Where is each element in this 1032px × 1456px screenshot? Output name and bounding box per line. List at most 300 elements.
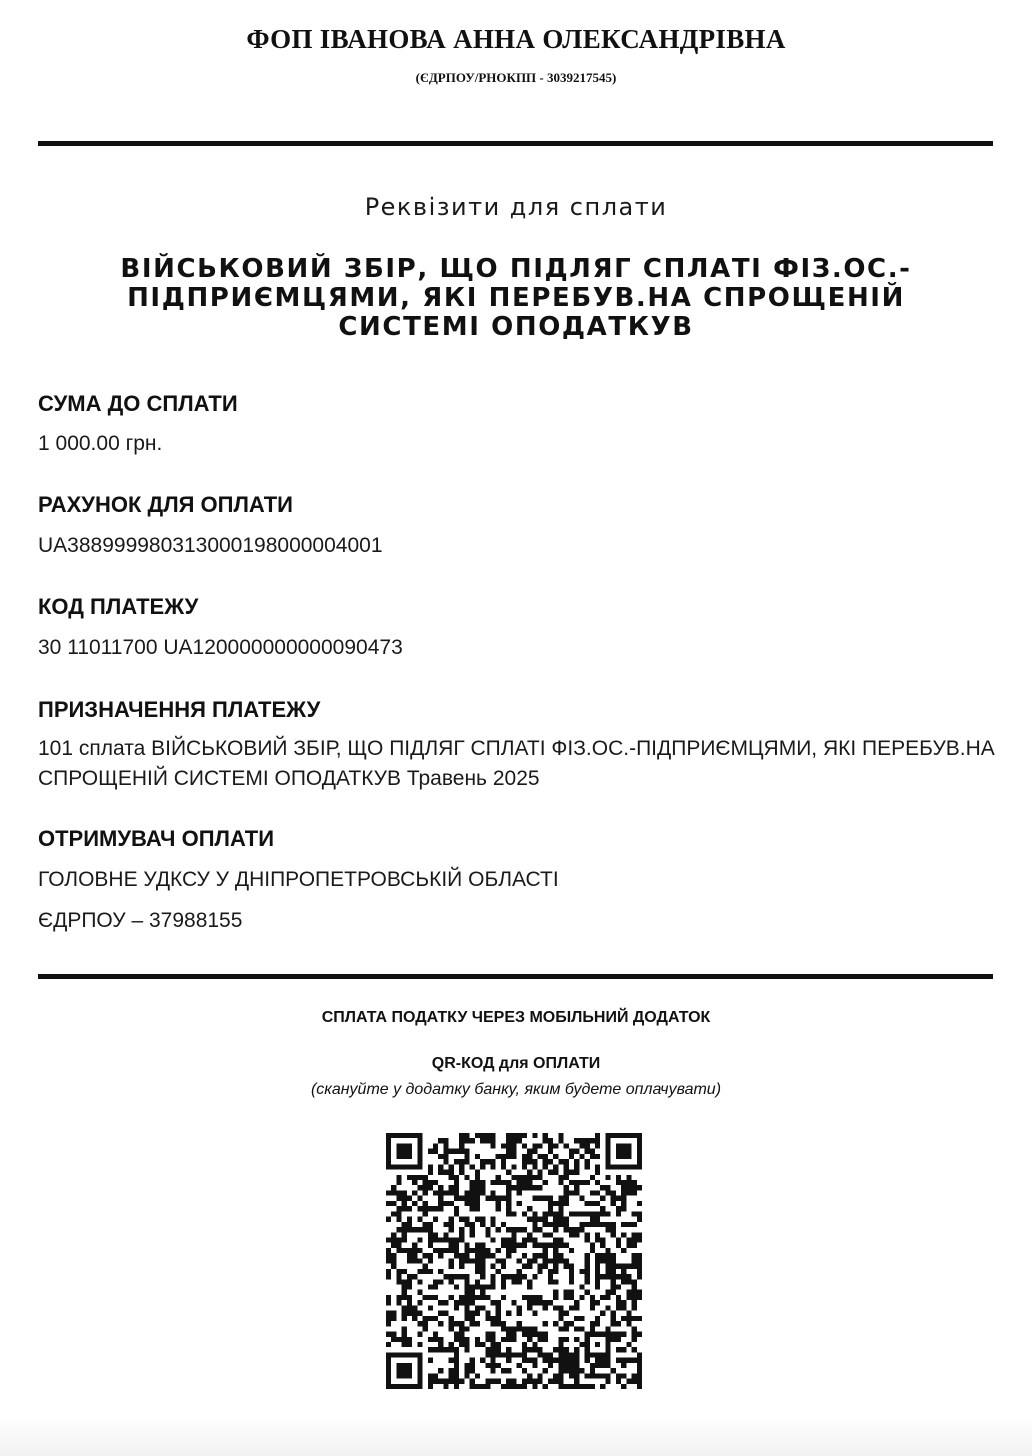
qr-module [595, 1373, 600, 1378]
qr-module [433, 1248, 438, 1253]
qr-module [532, 1342, 537, 1347]
qr-module [496, 1342, 501, 1347]
qr-module [464, 1316, 469, 1321]
qr-module [417, 1368, 422, 1373]
qr-module [506, 1332, 511, 1337]
qr-module [506, 1170, 511, 1175]
qr-module [616, 1274, 621, 1279]
qr-module [501, 1352, 506, 1357]
qr-module [564, 1337, 569, 1342]
qr-module [386, 1143, 391, 1148]
qr-module [590, 1217, 595, 1222]
qr-module [417, 1206, 422, 1211]
qr-module [548, 1279, 553, 1284]
qr-module [616, 1347, 621, 1352]
qr-module [637, 1159, 642, 1164]
qr-module [402, 1342, 407, 1347]
qr-module [423, 1190, 428, 1195]
qr-module [595, 1143, 600, 1148]
qr-module [558, 1196, 563, 1201]
qr-module [553, 1321, 558, 1326]
qr-module [564, 1347, 569, 1352]
qr-module [611, 1227, 616, 1232]
qr-module [637, 1363, 642, 1368]
qr-module [454, 1300, 459, 1305]
qr-module [632, 1295, 637, 1300]
qr-module [412, 1133, 417, 1138]
qr-module [579, 1285, 584, 1290]
qr-module [532, 1332, 537, 1337]
qr-module [459, 1321, 464, 1326]
qr-module [527, 1332, 532, 1337]
qr-module [600, 1311, 605, 1316]
qr-module [569, 1149, 574, 1154]
qr-module [605, 1190, 610, 1195]
qr-module [621, 1143, 626, 1148]
qr-module [490, 1379, 495, 1384]
qr-module [407, 1373, 412, 1378]
qr-module [490, 1285, 495, 1290]
qr-module [412, 1258, 417, 1263]
qr-module [548, 1269, 553, 1274]
qr-module [386, 1332, 391, 1337]
qr-module [391, 1264, 396, 1269]
qr-module [548, 1159, 553, 1164]
qr-module [511, 1337, 516, 1342]
qr-module [517, 1180, 522, 1185]
qr-module [402, 1285, 407, 1290]
qr-module [574, 1185, 579, 1190]
qr-module [417, 1384, 422, 1389]
qr-module [616, 1243, 621, 1248]
qr-module [391, 1185, 396, 1190]
qr-module [626, 1342, 631, 1347]
qr-module [600, 1358, 605, 1363]
qr-module [454, 1206, 459, 1211]
qr-module [585, 1347, 590, 1352]
qr-module [637, 1274, 642, 1279]
qr-module [470, 1358, 475, 1363]
qr-module [501, 1264, 506, 1269]
qr-module [459, 1332, 464, 1337]
qr-module [616, 1196, 621, 1201]
qr-module [527, 1279, 532, 1284]
qr-module [449, 1190, 454, 1195]
qr-module [527, 1154, 532, 1159]
qr-module [470, 1311, 475, 1316]
qr-module [428, 1379, 433, 1384]
qr-module [443, 1138, 448, 1143]
qr-module [611, 1258, 616, 1263]
qr-module [626, 1185, 631, 1190]
qr-module [637, 1143, 642, 1148]
qr-module [532, 1222, 537, 1227]
qr-module [407, 1384, 412, 1389]
qr-module [522, 1264, 527, 1269]
qr-module [527, 1159, 532, 1164]
qr-module [522, 1237, 527, 1242]
qr-module [501, 1285, 506, 1290]
qr-module [428, 1170, 433, 1175]
qr-module [621, 1164, 626, 1169]
qr-module [438, 1342, 443, 1347]
qr-module [569, 1180, 574, 1185]
qr-module [407, 1222, 412, 1227]
qr-module [637, 1164, 642, 1169]
qr-module [449, 1217, 454, 1222]
qr-module [595, 1279, 600, 1284]
qr-module [396, 1227, 401, 1232]
qr-module [407, 1279, 412, 1284]
qr-module [438, 1337, 443, 1342]
qr-module [569, 1269, 574, 1274]
qr-module [423, 1185, 428, 1190]
qr-module [386, 1342, 391, 1347]
qr-module [600, 1222, 605, 1227]
qr-module [522, 1211, 527, 1216]
qr-module [407, 1258, 412, 1263]
qr-module [574, 1316, 579, 1321]
qr-module [464, 1279, 469, 1284]
qr-module [396, 1206, 401, 1211]
qr-module [417, 1149, 422, 1154]
qr-module [386, 1269, 391, 1274]
qr-module [490, 1274, 495, 1279]
qr-module [522, 1352, 527, 1357]
qr-module [402, 1269, 407, 1274]
qr-module [386, 1384, 391, 1389]
qr-module [433, 1190, 438, 1195]
qr-module [600, 1196, 605, 1201]
qr-module [412, 1311, 417, 1316]
qr-module [475, 1201, 480, 1206]
qr-module [443, 1347, 448, 1352]
qr-module [517, 1243, 522, 1248]
qr-module [543, 1305, 548, 1310]
qr-module [480, 1243, 485, 1248]
qr-module [449, 1347, 454, 1352]
qr-module [459, 1196, 464, 1201]
qr-module [595, 1363, 600, 1368]
qr-module [506, 1185, 511, 1190]
qr-module [511, 1237, 516, 1242]
qr-module [464, 1159, 469, 1164]
qr-module [506, 1143, 511, 1148]
qr-module [632, 1180, 637, 1185]
qr-module [464, 1368, 469, 1373]
qr-module [569, 1363, 574, 1368]
qr-module [443, 1274, 448, 1279]
qr-module [433, 1295, 438, 1300]
qr-module [532, 1149, 537, 1154]
qr-module [480, 1185, 485, 1190]
qr-module [386, 1274, 391, 1279]
qr-module [391, 1332, 396, 1337]
qr-module [396, 1300, 401, 1305]
qr-module [496, 1311, 501, 1316]
qr-module [454, 1305, 459, 1310]
qr-module [402, 1143, 407, 1148]
qr-module [621, 1305, 626, 1310]
qr-module [506, 1337, 511, 1342]
qr-module [522, 1295, 527, 1300]
qr-module [391, 1258, 396, 1263]
qr-module [585, 1373, 590, 1378]
qr-module [438, 1154, 443, 1159]
qr-module [449, 1258, 454, 1263]
qr-module [490, 1337, 495, 1342]
qr-module [564, 1352, 569, 1357]
qr-module [443, 1300, 448, 1305]
qr-module [480, 1133, 485, 1138]
qr-module [511, 1243, 516, 1248]
qr-module [637, 1237, 642, 1242]
qr-module [501, 1279, 506, 1284]
qr-module [595, 1274, 600, 1279]
qr-module [485, 1316, 490, 1321]
qr-module [558, 1211, 563, 1216]
qr-module [391, 1211, 396, 1216]
qr-module [475, 1337, 480, 1342]
qr-module [443, 1149, 448, 1154]
qr-module [496, 1154, 501, 1159]
qr-module [417, 1358, 422, 1363]
qr-module [574, 1180, 579, 1185]
qr-module [543, 1159, 548, 1164]
qr-module [621, 1222, 626, 1227]
qr-module [386, 1159, 391, 1164]
qr-module [632, 1285, 637, 1290]
qr-module [454, 1352, 459, 1357]
qr-module [553, 1143, 558, 1148]
qr-module [569, 1384, 574, 1389]
qr-module [527, 1285, 532, 1290]
qr-module [485, 1352, 490, 1357]
purpose-label: ПРИЗНАЧЕННЯ ПЛАТЕЖУ [38, 697, 321, 722]
qr-module [632, 1379, 637, 1384]
qr-module [538, 1154, 543, 1159]
qr-module [548, 1211, 553, 1216]
qr-module [579, 1384, 584, 1389]
qr-module [470, 1379, 475, 1384]
qr-module [558, 1342, 563, 1347]
qr-module [485, 1311, 490, 1316]
qr-module [459, 1143, 464, 1148]
qr-module [585, 1384, 590, 1389]
qr-module [585, 1264, 590, 1269]
qr-module [527, 1373, 532, 1378]
qr-module [501, 1180, 506, 1185]
qr-module [391, 1352, 396, 1357]
qr-module [459, 1300, 464, 1305]
qr-module [616, 1337, 621, 1342]
qr-module [553, 1358, 558, 1363]
qr-module [574, 1326, 579, 1331]
qr-module [391, 1190, 396, 1195]
qr-module [464, 1300, 469, 1305]
qr-module [485, 1196, 490, 1201]
qr-module [386, 1368, 391, 1373]
qr-module [532, 1217, 537, 1222]
qr-module [621, 1274, 626, 1279]
qr-module [527, 1305, 532, 1310]
qr-module [626, 1164, 631, 1169]
qr-module [569, 1290, 574, 1295]
qr-module [543, 1222, 548, 1227]
qr-module [626, 1290, 631, 1295]
qr-module [538, 1332, 543, 1337]
qr-module [412, 1248, 417, 1253]
qr-module [590, 1295, 595, 1300]
qr-module [553, 1170, 558, 1175]
qr-module [464, 1175, 469, 1180]
qr-module [616, 1295, 621, 1300]
qr-module [569, 1190, 574, 1195]
qr-module [543, 1321, 548, 1326]
qr-module [423, 1211, 428, 1216]
qr-module [511, 1143, 516, 1148]
qr-module [402, 1311, 407, 1316]
qr-module [621, 1248, 626, 1253]
qr-module [637, 1138, 642, 1143]
qr-module [548, 1352, 553, 1357]
qr-module [527, 1347, 532, 1352]
qr-module [621, 1180, 626, 1185]
qr-module [590, 1305, 595, 1310]
qr-module [464, 1337, 469, 1342]
qr-module [595, 1300, 600, 1305]
qr-module [517, 1305, 522, 1310]
qr-module [475, 1196, 480, 1201]
qr-module [626, 1274, 631, 1279]
qr-module [532, 1300, 537, 1305]
qr-module [564, 1290, 569, 1295]
qr-module [402, 1290, 407, 1295]
qr-module [590, 1352, 595, 1357]
qr-module [490, 1332, 495, 1337]
qr-module [438, 1248, 443, 1253]
qr-module [428, 1384, 433, 1389]
qr-module [511, 1149, 516, 1154]
qr-module [433, 1180, 438, 1185]
qr-module [543, 1253, 548, 1258]
qr-module [527, 1295, 532, 1300]
qr-module [470, 1368, 475, 1373]
qr-module [590, 1222, 595, 1227]
recipient-name: ГОЛОВНЕ УДКСУ У ДНІПРОПЕТРОВСЬКІЙ ОБЛАСТІ [38, 868, 559, 891]
qr-module [480, 1248, 485, 1253]
qr-module [501, 1295, 506, 1300]
qr-module [574, 1190, 579, 1195]
qr-module [396, 1154, 401, 1159]
qr-module [605, 1373, 610, 1378]
qr-module [386, 1201, 391, 1206]
qr-module [538, 1196, 543, 1201]
document-title: Реквізити для сплати [364, 193, 668, 221]
qr-module [475, 1279, 480, 1284]
qr-module [391, 1243, 396, 1248]
qr-module [475, 1248, 480, 1253]
qr-module [459, 1342, 464, 1347]
qr-module [632, 1264, 637, 1269]
qr-module [449, 1164, 454, 1169]
qr-module [454, 1253, 459, 1258]
qr-module [423, 1269, 428, 1274]
qr-module [632, 1185, 637, 1190]
qr-module [428, 1337, 433, 1342]
qr-module [464, 1311, 469, 1316]
qr-module [590, 1138, 595, 1143]
qr-module [412, 1180, 417, 1185]
qr-module [417, 1185, 422, 1190]
qr-module [564, 1185, 569, 1190]
qr-module [501, 1222, 506, 1227]
qr-module [585, 1143, 590, 1148]
qr-module [590, 1201, 595, 1206]
qr-module [475, 1295, 480, 1300]
qr-module [564, 1190, 569, 1195]
qr-module [454, 1180, 459, 1185]
qr-module [538, 1253, 543, 1258]
qr-module [428, 1149, 433, 1154]
qr-module [532, 1295, 537, 1300]
qr-module [464, 1363, 469, 1368]
qr-module [548, 1363, 553, 1368]
qr-module [532, 1133, 537, 1138]
qr-module [574, 1232, 579, 1237]
qr-module [585, 1211, 590, 1216]
qr-module [564, 1264, 569, 1269]
qr-module [464, 1253, 469, 1258]
qr-module [501, 1321, 506, 1326]
qr-module [600, 1243, 605, 1248]
qr-module [407, 1133, 412, 1138]
qr-module [532, 1347, 537, 1352]
qr-module [538, 1243, 543, 1248]
qr-module [475, 1243, 480, 1248]
qr-module [433, 1206, 438, 1211]
qr-module [506, 1227, 511, 1232]
qr-module [595, 1358, 600, 1363]
qr-module [417, 1300, 422, 1305]
qr-module [585, 1342, 590, 1347]
qr-module [569, 1279, 574, 1284]
qr-module [611, 1285, 616, 1290]
qr-module [464, 1373, 469, 1378]
qr-module [386, 1321, 391, 1326]
qr-module [402, 1363, 407, 1368]
qr-module [626, 1149, 631, 1154]
qr-module [564, 1222, 569, 1227]
qr-module [600, 1332, 605, 1337]
qr-module [402, 1237, 407, 1242]
qr-module [637, 1290, 642, 1295]
qr-module [485, 1337, 490, 1342]
qr-module [637, 1253, 642, 1258]
qr-module [616, 1321, 621, 1326]
qr-module [470, 1206, 475, 1211]
qr-module [532, 1237, 537, 1242]
qr-module [485, 1159, 490, 1164]
qr-module [626, 1133, 631, 1138]
qr-module [605, 1227, 610, 1232]
qr-module [407, 1149, 412, 1154]
qr-module [564, 1311, 569, 1316]
qr-module [449, 1368, 454, 1373]
qr-module [423, 1253, 428, 1258]
qr-module [449, 1170, 454, 1175]
qr-module [396, 1164, 401, 1169]
